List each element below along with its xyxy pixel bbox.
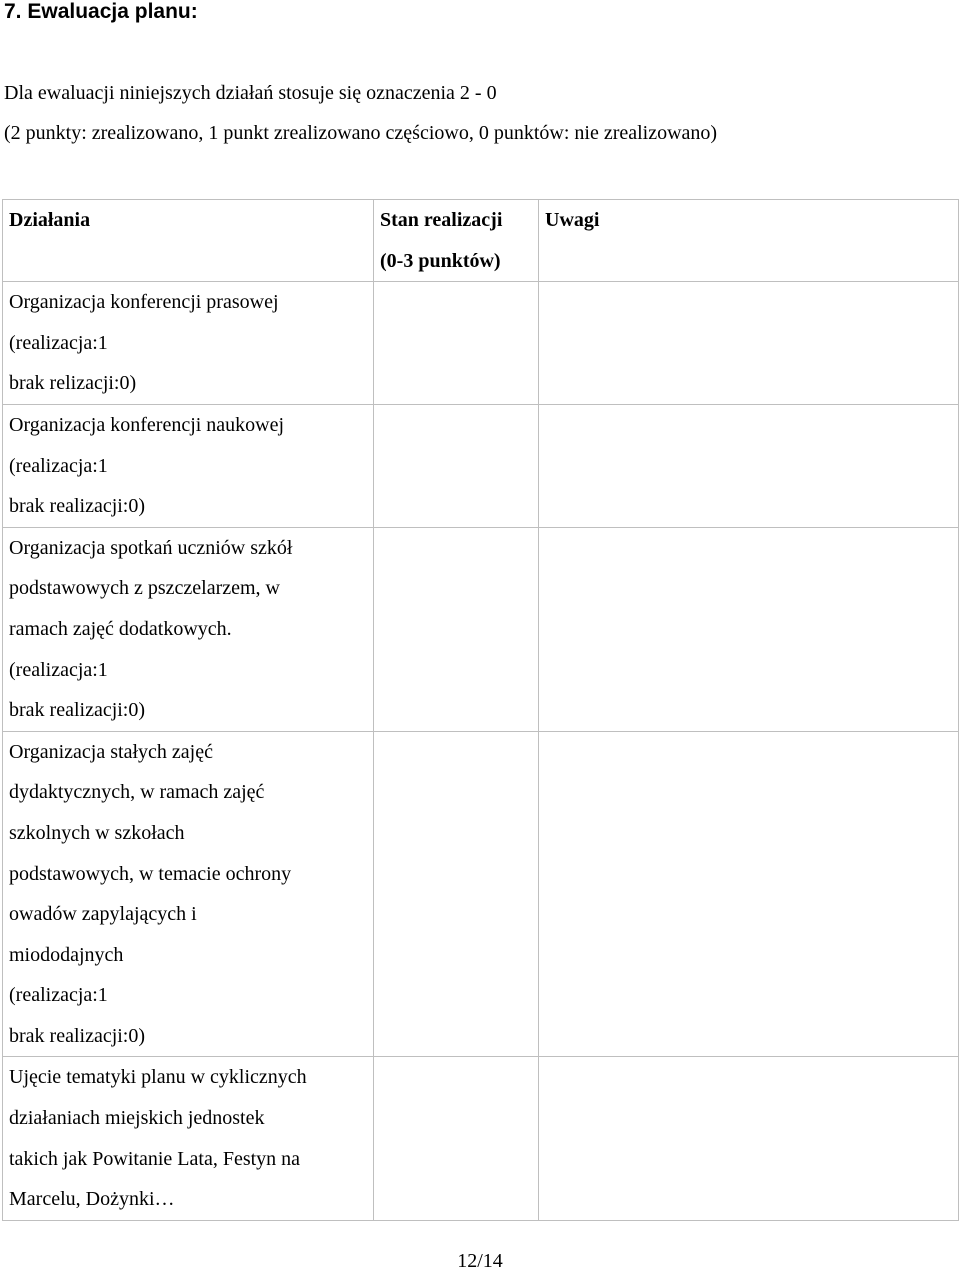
- action-text-line: Organizacja stałych zajęć: [9, 740, 213, 763]
- action-text-line: Ujęcie tematyki planu w cyklicznych: [9, 1066, 307, 1089]
- action-text-line: (realizacja:1: [9, 331, 108, 354]
- status-cell[interactable]: [374, 404, 539, 527]
- table-row: [3, 1057, 959, 1220]
- action-text-line: Organizacja spotkań uczniów szkół: [9, 536, 293, 559]
- notes-cell[interactable]: [539, 527, 959, 731]
- notes-cell[interactable]: [539, 404, 959, 527]
- table-header-row: [3, 200, 959, 282]
- notes-cell[interactable]: [539, 1057, 959, 1220]
- action-text-line: (realizacja:1: [9, 984, 108, 1007]
- header-actions: Działania: [3, 200, 374, 282]
- action-text-line: podstawowych, w temacie ochrony: [9, 862, 292, 885]
- action-cell: [3, 404, 374, 527]
- action-text-line: ramach zajęć dodatkowych.: [9, 617, 232, 640]
- header-status-line-2: (0-3 punktów): [380, 249, 501, 272]
- status-cell[interactable]: [374, 731, 539, 1057]
- action-text-line: dydaktycznych, w ramach zajęć: [9, 781, 265, 804]
- action-cell: [3, 282, 374, 405]
- action-text-line: Organizacja konferencji prasowej: [9, 291, 279, 314]
- action-text-line: działaniach miejskich jednostek: [9, 1107, 265, 1130]
- header-status: [374, 200, 539, 282]
- intro-line-2: (2 punkty: zrealizowano, 1 punkt zrealizowano częściowo, 0 punktów: nie zrealizowano): [4, 122, 718, 144]
- action-text-line: takich jak Powitanie Lata, Festyn na: [9, 1147, 301, 1170]
- action-cell: [3, 527, 374, 731]
- action-text-line: Organizacja konferencji naukowej: [9, 413, 285, 436]
- page-number: 12/14: [457, 1250, 503, 1272]
- action-text-line: (realizacja:1: [9, 658, 108, 681]
- action-text-line: szkolnych w szkołach: [9, 821, 185, 844]
- action-text-line: brak realizacji:0): [9, 495, 146, 518]
- table-row: [3, 527, 959, 731]
- action-text-line: Marcelu, Dożynki…: [9, 1188, 175, 1211]
- notes-cell[interactable]: [539, 282, 959, 405]
- action-cell: [3, 1057, 374, 1220]
- action-text-line: brak realizacji:0): [9, 699, 146, 722]
- status-cell[interactable]: [374, 1057, 539, 1220]
- header-notes: Uwagi: [539, 200, 959, 282]
- table-row: [3, 731, 959, 1057]
- action-text-line: brak relizacji:0): [9, 372, 137, 395]
- action-text-line: owadów zapylających i: [9, 903, 197, 926]
- status-cell[interactable]: [374, 282, 539, 405]
- action-text-line: brak realizacji:0): [9, 1024, 146, 1047]
- status-cell[interactable]: [374, 527, 539, 731]
- table-row: [3, 404, 959, 527]
- action-cell: [3, 731, 374, 1057]
- header-status-line-1: Stan realizacji: [380, 209, 503, 231]
- notes-cell[interactable]: [539, 731, 959, 1057]
- evaluation-table: [2, 199, 959, 1221]
- action-text-line: podstawowych z pszczelarzem, w: [9, 577, 280, 600]
- section-heading: 7. Ewaluacja planu:: [4, 0, 198, 23]
- table-row: [3, 282, 959, 405]
- action-text-line: (realizacja:1: [9, 454, 108, 477]
- action-text-line: miododajnych: [9, 943, 124, 966]
- intro-line-1: Dla ewaluacji niniejszych działań stosuje się oznaczenia 2 - 0: [4, 82, 497, 104]
